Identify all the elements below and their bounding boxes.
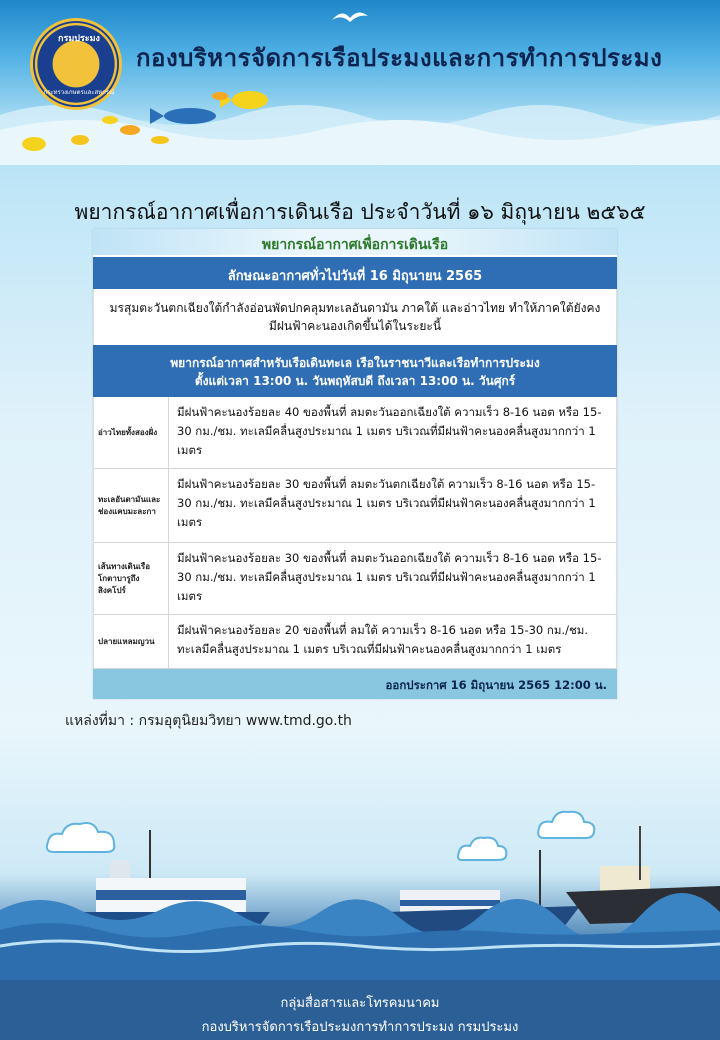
forecast-title-line-2: ตั้งแต่เวลา 13:00 น. วันพฤหัสบดี ถึงเวลา 13:00 น. วันศุกร์ <box>194 374 516 388</box>
table-row <box>93 397 617 469</box>
region-label: อ่าวไทยทั้งสองฝั่ง <box>94 397 169 468</box>
region-forecast: มีฝนฟ้าคะนองร้อยละ 30 ของพื้นที่ ลมตะวันออกเฉียงใต้ ความเร็ว 8-16 นอต หรือ 15-30 กม./ชม. ทะเลมีคลื่นสูงประมาณ 1 เมตร บริเวณที่มีฝนฟ้าคะนองคลื่นสูงมากกว่า 1 เมตร <box>177 551 602 603</box>
region-forecast: มีฝนฟ้าคะนองร้อยละ 30 ของพื้นที่ ลมตะวันตกเฉียงใต้ ความเร็ว 8-16 นอต หรือ 15-30 กม./ชม. ทะเลมีคลื่นสูงประมาณ 1 เมตร บริเวณที่มีฝนฟ้าคะนองคลื่นสูงมากกว่า 1 เมตร <box>177 477 596 529</box>
logo-text-bottom: กระทรวงเกษตรและสหกรณ์ <box>43 89 115 96</box>
footer <box>0 980 720 1040</box>
forecast-card <box>93 229 617 699</box>
region-forecast: มีฝนฟ้าคะนองร้อยละ 40 ของพื้นที่ ลมตะวันออกเฉียงใต้ ความเร็ว 8-16 นอต หรือ 15-30 กม./ชม. ทะเลมีคลื่นสูงประมาณ 1 เมตร บริเวณที่มีฝนฟ้าคะนองคลื่นสูงมากกว่า 1 เมตร <box>177 405 602 457</box>
department-logo <box>30 18 122 110</box>
forecast-title-line-1: พยากรณ์อากาศสำหรับเรือเดินทะเล เรือในราชนาวีและเรือทำการประมง <box>170 356 540 370</box>
footer-unit-name: กลุ่มสื่อสารและโทรคมนาคม <box>280 996 440 1011</box>
card-banner: พยากรณ์อากาศเพื่อการเดินเรือ <box>93 229 617 255</box>
region-label: เส้นทางเดินเรือโกตาบารูถึงสิงคโปร์ <box>94 543 169 614</box>
page-title: พยากรณ์อากาศเพื่อการเดินเรือ ประจำวันที่ ๑๖ มิถุนายน ๒๕๖๕ <box>74 200 646 224</box>
footer-division-name: กองบริหารจัดการเรือประมงการทำการประมง กรมประมง <box>201 1020 519 1035</box>
issued-timestamp: ออกประกาศ 16 มิถุนายน 2565 12:00 น. <box>93 669 617 699</box>
general-conditions-title: ลักษณะอากาศทั่วไปวันที่ 16 มิถุนายน 2565 <box>93 257 617 289</box>
table-row <box>93 469 617 543</box>
fishing-boats-scene <box>0 820 720 990</box>
table-row <box>93 615 617 669</box>
region-label: ปลายแหลมญวน <box>94 615 169 668</box>
region-label: ทะเลอันดามันและช่องแคบมะละกา <box>94 469 169 542</box>
region-forecast: มีฝนฟ้าคะนองร้อยละ 20 ของพื้นที่ ลมใต้ ความเร็ว 8-16 นอต หรือ 15-30 กม./ชม. ทะเลมีคลื่นสูงประมาณ 1 เมตร บริเวณที่มีฝนฟ้าคะนองคลื่นสูงมากกว่า 1 เมตร <box>177 623 589 656</box>
table-row <box>93 543 617 615</box>
organization-title: กองบริหารจัดการเรือประมงและการทำการประมง <box>136 44 663 72</box>
general-text-line-1: มรสุมตะวันตกเฉียงใต้กำลังอ่อนพัดปกคลุมทะเลอันดามัน ภาคใต้ และอ่าวไทย ทำให้ภาคใต้ยังคง <box>109 301 601 315</box>
general-text-line-2: มีฝนฟ้าคะนองเกิดขึ้นได้ในระยะนี้ <box>268 319 442 333</box>
logo-text-top: กรมประมง <box>58 34 100 44</box>
source-credit: แหล่งที่มา : กรมอุตุนิยมวิทยา www.tmd.go.th <box>65 713 352 729</box>
seagull-icon <box>330 6 370 30</box>
general-conditions-text <box>93 289 617 345</box>
forecast-period-title <box>93 345 617 397</box>
